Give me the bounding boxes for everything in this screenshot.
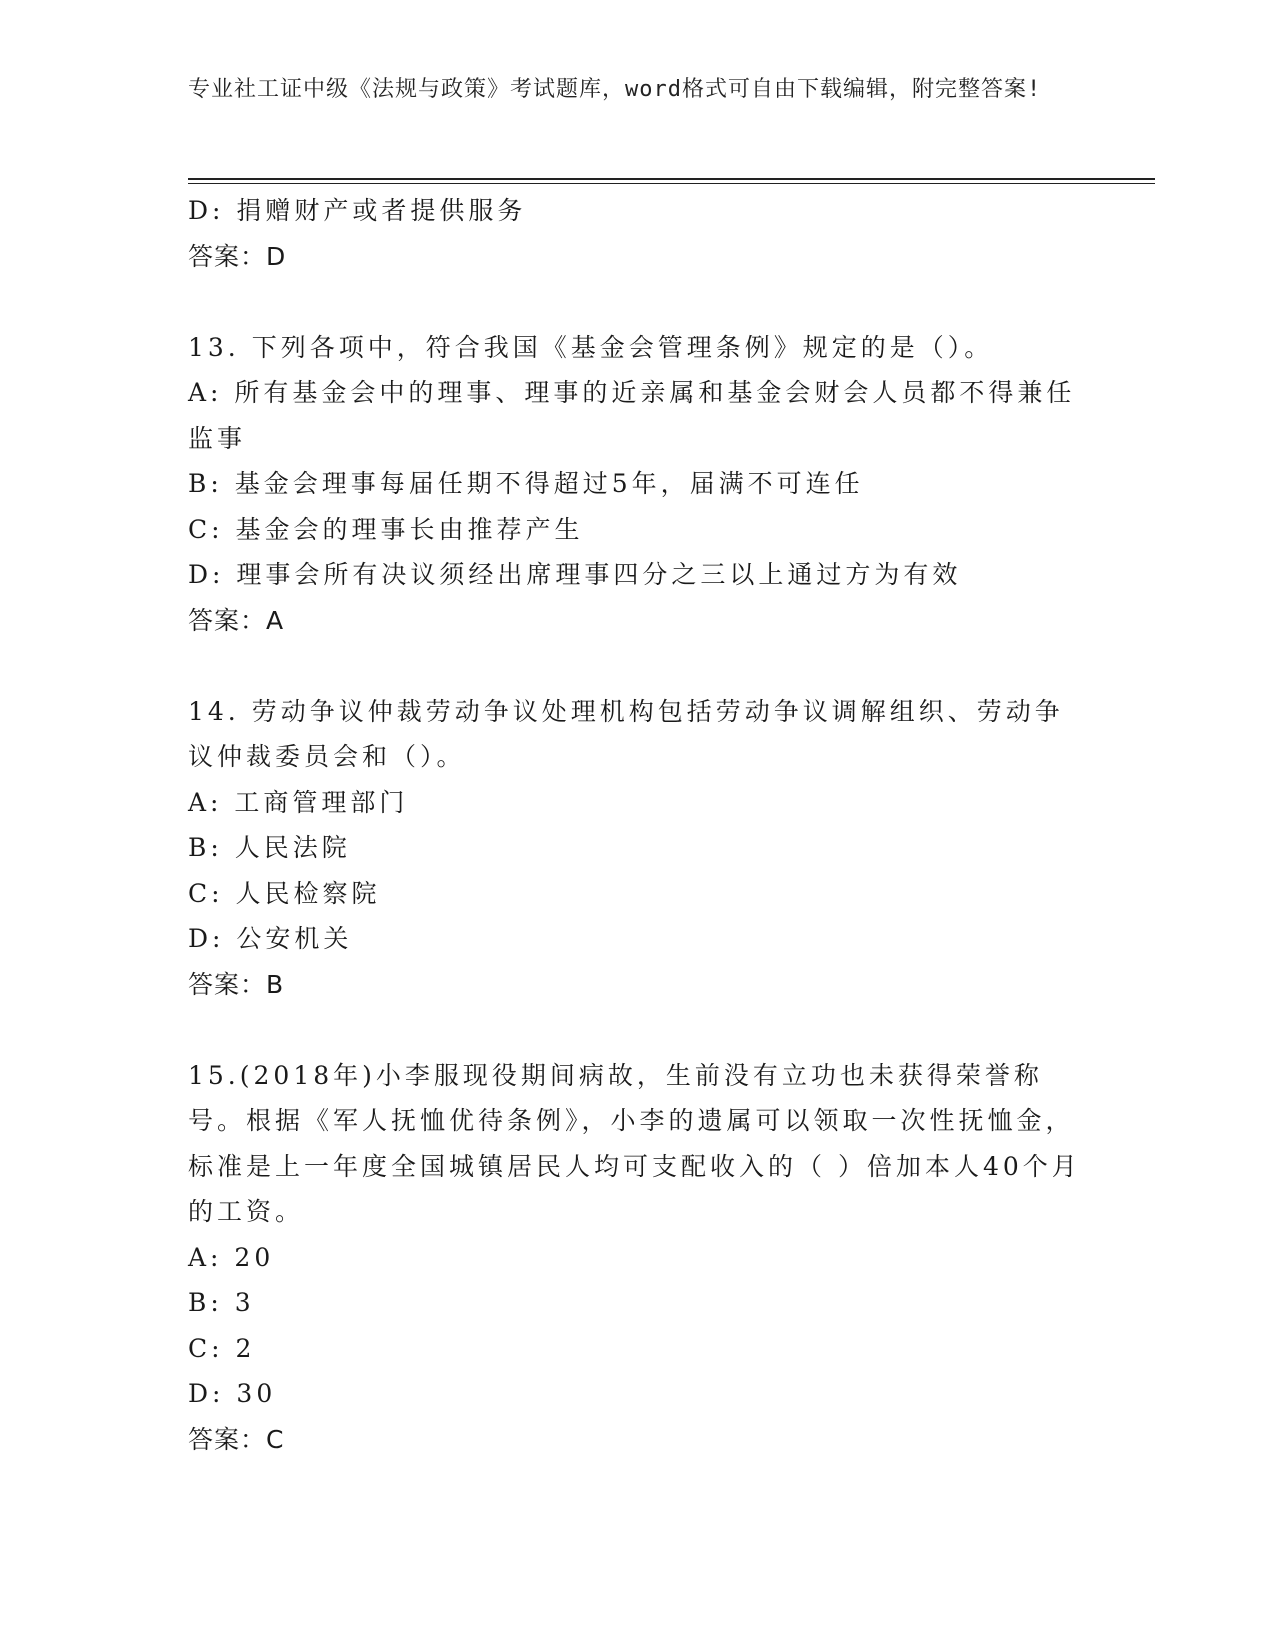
question-13	[188, 325, 1088, 644]
option-a: A: 工商管理部门	[188, 787, 409, 817]
option-a: A: 20	[188, 1242, 275, 1272]
option-c: C: 人民检察院	[188, 878, 381, 908]
option-d: D: 捐赠财产或者提供服务	[188, 196, 527, 225]
question-stem: 15.(2018年)小李服现役期间病故，生前没有立功也未获得荣誉称号。根据《军人抚恤优待条例》，小李的遗属可以领取一次性抚恤金，标准是上一年度全国城镇居民人均可支配收入的（ ）倍加本人40个月的工资。	[188, 1060, 1081, 1226]
option-c: C: 2	[188, 1333, 256, 1363]
question-stem: 13. 下列各项中，符合我国《基金会管理条例》规定的是（）。	[188, 332, 994, 362]
document-header: 专业社工证中级《法规与政策》考试题库，word格式可自由下载编辑，附完整答案!	[188, 77, 1042, 102]
option-c: C: 基金会的理事长由推荐产生	[188, 514, 584, 544]
header-divider-thin	[188, 183, 1155, 184]
question-15	[188, 1053, 1088, 1463]
question-list	[188, 188, 1088, 1462]
option-b: B: 3	[188, 1288, 255, 1317]
question-stem: 14. 劳动争议仲裁劳动争议处理机构包括劳动争议调解组织、劳动争议仲裁委员会和（）。	[188, 696, 1064, 771]
option-d: D: 理事会所有决议须经出席理事四分之三以上通过方为有效	[188, 560, 962, 589]
answer: 答案：C	[188, 1424, 285, 1454]
option-b: B: 基金会理事每届任期不得超过5年，届满不可连任	[188, 469, 864, 498]
answer: 答案：D	[188, 241, 287, 271]
answer: 答案：B	[188, 969, 285, 999]
option-a: A: 所有基金会中的理事、理事的近亲属和基金会财会人员都不得兼任监事	[188, 378, 1076, 453]
option-b: B: 人民法院	[188, 833, 351, 862]
option-d: D: 公安机关	[188, 924, 353, 953]
header-divider-thick	[188, 178, 1155, 180]
answer: 答案：A	[188, 605, 285, 635]
option-d: D: 30	[188, 1379, 277, 1408]
question-14	[188, 689, 1088, 1008]
